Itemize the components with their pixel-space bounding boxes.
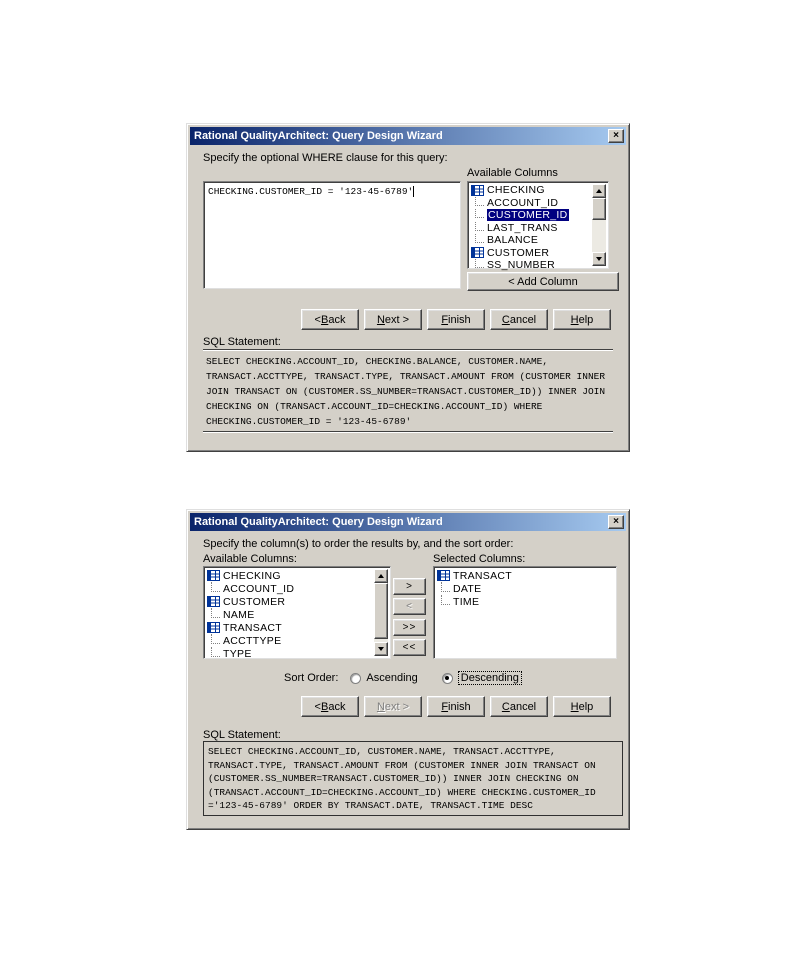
tree-item-column[interactable] [206,608,374,621]
scroll-down-icon [378,647,384,651]
title-bar[interactable] [190,513,626,531]
tree-item-label: LAST_TRANS [487,221,558,234]
available-columns-label: Available Columns [467,167,558,179]
tree-item-column[interactable] [436,582,614,595]
remove-selected-button[interactable]: < [393,598,426,615]
tree-item-table[interactable] [206,621,374,634]
sql-line: TRANSACT.ACCTTYPE, TRANSACT.TYPE, TRANSACT.AMOUNT FROM (CUSTOMER INNER [206,371,606,382]
sql-line: SELECT CHECKING.ACCOUNT_ID, CUSTOMER.NAME, TRANSACT.ACCTTYPE, [208,746,556,757]
add-selected-button[interactable]: > [393,578,426,595]
add-column-button[interactable]: < Add Column [467,272,619,291]
sql-line: (CUSTOMER.SS_NUMBER=TRANSACT.CUSTOMER_ID)) INNER JOIN CHECKING ON [208,773,579,784]
sql-statement-label: SQL Statement: [203,729,281,741]
selected-columns-label: Selected Columns: [433,553,526,565]
help-button[interactable]: H elp [553,696,611,717]
where-clause-input[interactable] [203,181,461,289]
tree-item-column[interactable] [436,595,614,608]
scroll-up-button[interactable] [592,184,606,198]
tree-connector [211,608,220,618]
tree-item-label: TYPE [223,647,252,660]
available-columns-label: Available Columns: [203,553,297,565]
close-button[interactable] [608,129,624,143]
tree-item-label: TRANSACT [223,621,282,634]
tree-item-label: CHECKING [223,569,281,582]
tree-item-column-selected[interactable] [470,209,592,222]
tree-item-column[interactable] [470,259,592,272]
scroll-up-icon [596,189,602,193]
tree-item-label: ACCTTYPE [223,634,282,647]
tree-connector [475,234,484,243]
title-bar[interactable] [190,127,626,145]
radio-descending-icon[interactable] [442,673,453,684]
radio-option-ascending[interactable] [350,672,417,684]
tree-item-label: ACCOUNT_ID [223,582,295,595]
scroll-down-icon [596,257,602,261]
radio-ascending-icon[interactable] [350,673,361,684]
remove-all-button[interactable]: << [393,639,426,656]
tree-item-column[interactable] [470,234,592,247]
separator-line [203,431,613,433]
scroll-up-icon [378,574,384,578]
back-button[interactable]: < B ack [301,696,359,717]
tree-connector [441,582,450,592]
tree-item-table[interactable] [470,184,592,197]
sort-order-label: Sort Order: [284,672,339,684]
cancel-button[interactable]: C ancel [490,696,548,717]
tree-item-label: DATE [453,582,482,595]
tree-item-label: NAME [223,608,255,621]
available-columns-tree[interactable] [203,566,391,659]
sql-statement-text [206,354,612,429]
tree-item-label: BALANCE [487,234,539,247]
tree-item-label: CUSTOMER_ID [488,209,568,222]
table-icon [437,570,450,581]
sql-line: JOIN TRANSACT ON (CUSTOMER.SS_NUMBER=TRANSACT.CUSTOMER_ID)) INNER JOIN [206,386,606,397]
scroll-down-button[interactable] [592,252,606,266]
tree-connector [211,582,220,592]
add-all-button[interactable]: >> [393,619,426,636]
query-wizard-where-dialog [186,123,630,452]
tree-item-label: TRANSACT [453,569,512,582]
radio-option-descending[interactable] [442,671,522,685]
table-icon [471,185,484,196]
radio-ascending-label: Ascending [366,672,418,684]
back-button[interactable]: < B ack [301,309,359,330]
finish-button[interactable]: F inish [427,696,485,717]
scrollbar-thumb[interactable] [592,198,606,220]
instruction-text: Specify the column(s) to order the results by, and the sort order: [203,538,514,550]
tree-item-column[interactable] [206,582,374,595]
tree-item-label: CHECKING [487,184,545,197]
next-button[interactable]: N ext > [364,696,422,717]
table-icon [207,570,220,581]
window-title: Rational QualityArchitect: Query Design Wizard [194,130,443,142]
tree-item-table[interactable] [470,247,592,260]
tree-item-label: ACCOUNT_ID [487,196,559,209]
scroll-down-button[interactable] [374,642,388,656]
instruction-text: Specify the optional WHERE clause for this query: [203,152,448,164]
available-columns-tree[interactable] [467,181,609,272]
sql-line: SELECT CHECKING.ACCOUNT_ID, CHECKING.BALANCE, CUSTOMER.NAME, [206,356,549,367]
tree-connector [211,647,220,657]
tree-connector [475,209,484,218]
table-icon [471,247,484,258]
tree-connector [441,595,450,605]
close-icon: × [613,130,619,141]
radio-descending-label: Descending [458,671,522,685]
sql-line: TRANSACT.TYPE, TRANSACT.AMOUNT FROM (CUSTOMER INNER JOIN TRANSACT ON [208,759,596,771]
finish-button[interactable]: F inish [427,309,485,330]
scroll-up-button[interactable] [374,569,388,583]
sql-line: CHECKING.CUSTOMER_ID = '123-45-6789' [206,416,412,427]
selected-columns-tree[interactable] [433,566,617,659]
cancel-button[interactable]: C ancel [490,309,548,330]
tree-item-table[interactable] [206,595,374,608]
tree-connector [475,222,484,231]
close-button[interactable] [608,515,624,529]
window-title: Rational QualityArchitect: Query Design Wizard [194,516,443,528]
tree-item-table[interactable] [206,569,374,582]
close-icon: × [613,516,619,527]
sort-order-group [284,671,546,685]
tree-item-label: CUSTOMER [487,246,550,259]
table-icon [207,596,220,607]
where-clause-text: CHECKING.CUSTOMER_ID = '123-45-6789' [208,186,414,197]
next-button[interactable]: N ext > [364,309,422,330]
table-icon [207,622,220,633]
tree-item-label: TIME [453,595,480,608]
tree-connector [475,259,484,268]
tree-connector [475,197,484,206]
scrollbar-thumb[interactable] [374,583,388,639]
query-wizard-sort-dialog [186,509,630,830]
tree-connector [211,634,220,644]
tree-item-column[interactable] [470,197,592,210]
help-button[interactable]: H elp [553,309,611,330]
tree-item-table[interactable] [436,569,614,582]
tree-item-label: SS_NUMBER [487,259,556,272]
vertical-scrollbar[interactable] [592,184,606,266]
vertical-scrollbar[interactable] [374,569,388,656]
sql-line: ='123-45-6789' ORDER BY TRANSACT.DATE, TRANSACT.TIME DESC [208,800,533,811]
tree-item-column[interactable] [470,222,592,235]
sql-line: CHECKING ON (TRANSACT.ACCOUNT_ID=CHECKING.ACCOUNT_ID) WHERE [206,401,543,412]
sql-statement-label: SQL Statement: [203,336,281,348]
sql-statement-box [203,741,623,816]
tree-item-column[interactable] [206,647,374,660]
tree-item-column[interactable] [206,634,374,647]
tree-item-label: CUSTOMER [223,595,286,608]
separator-line [203,349,613,351]
text-caret [413,186,414,197]
sql-line: (TRANSACT.ACCOUNT_ID=CHECKING.ACCOUNT_ID) WHERE CHECKING.CUSTOMER_ID [208,786,596,798]
